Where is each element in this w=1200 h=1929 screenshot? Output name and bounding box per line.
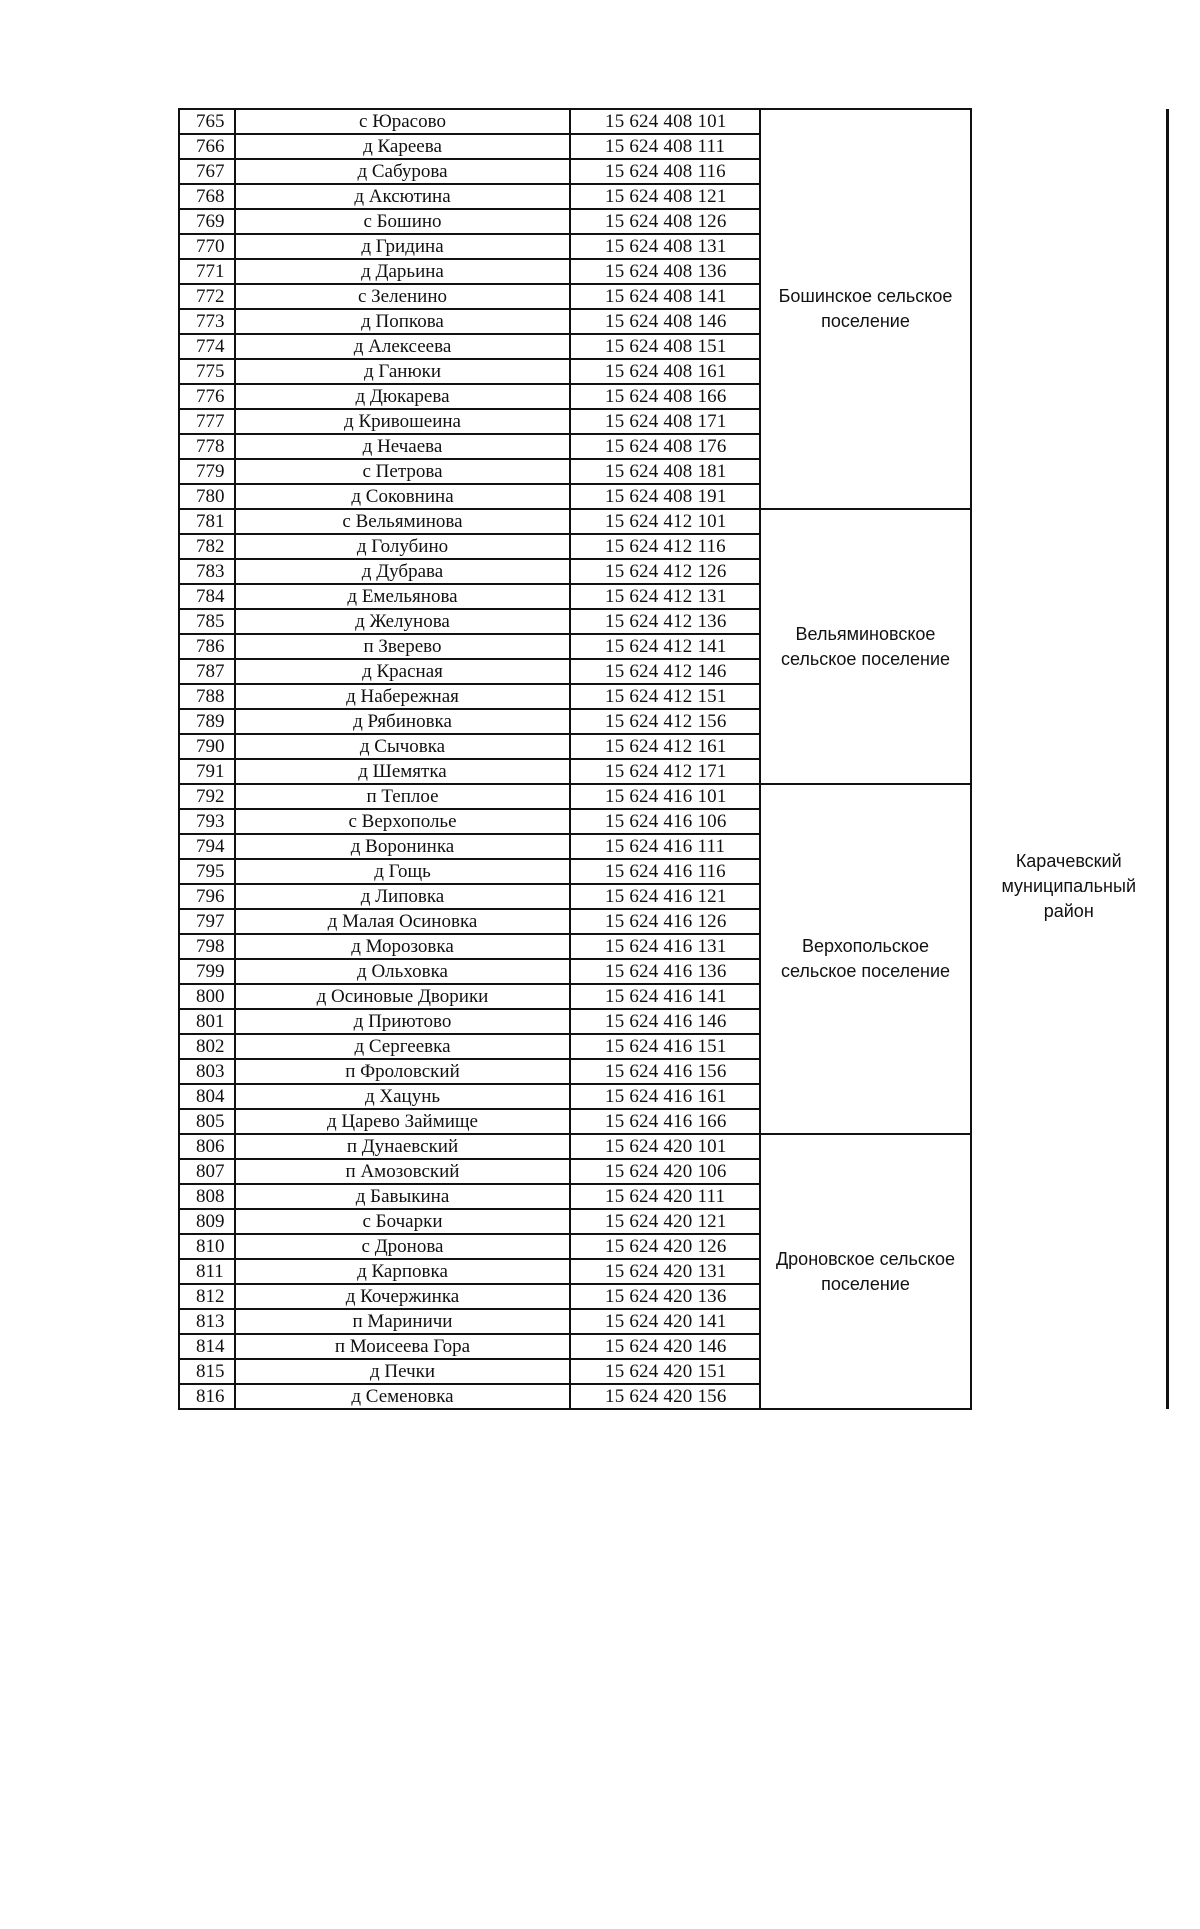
locality-name: д Липовка bbox=[235, 884, 570, 909]
oktmo-code: 15 624 420 106 bbox=[570, 1159, 760, 1184]
settlement-name: Вельяминовское сельское поселение bbox=[760, 509, 971, 784]
oktmo-code: 15 624 408 111 bbox=[570, 134, 760, 159]
row-number: 765 bbox=[179, 109, 235, 134]
locality-name: с Дронова bbox=[235, 1234, 570, 1259]
locality-name: д Гощь bbox=[235, 859, 570, 884]
row-number: 811 bbox=[179, 1259, 235, 1284]
locality-name: д Дубрава bbox=[235, 559, 570, 584]
locality-name: д Желунова bbox=[235, 609, 570, 634]
row-number: 776 bbox=[179, 384, 235, 409]
locality-name: д Нечаева bbox=[235, 434, 570, 459]
oktmo-code: 15 624 416 136 bbox=[570, 959, 760, 984]
locality-name: д Семеновка bbox=[235, 1384, 570, 1409]
settlement-name: Верхопольское сельское поселение bbox=[760, 784, 971, 1134]
oktmo-code: 15 624 408 176 bbox=[570, 434, 760, 459]
locality-name: п Мариничи bbox=[235, 1309, 570, 1334]
row-number: 808 bbox=[179, 1184, 235, 1209]
oktmo-code: 15 624 408 101 bbox=[570, 109, 760, 134]
locality-name: п Моисеева Гора bbox=[235, 1334, 570, 1359]
locality-name: с Бочарки bbox=[235, 1209, 570, 1234]
oktmo-code: 15 624 408 191 bbox=[570, 484, 760, 509]
row-number: 814 bbox=[179, 1334, 235, 1359]
oktmo-code: 15 624 416 141 bbox=[570, 984, 760, 1009]
row-number: 788 bbox=[179, 684, 235, 709]
oktmo-code: 15 624 420 131 bbox=[570, 1259, 760, 1284]
locality-name: п Дунаевский bbox=[235, 1134, 570, 1159]
row-number: 778 bbox=[179, 434, 235, 459]
locality-name: д Гридина bbox=[235, 234, 570, 259]
row-number: 816 bbox=[179, 1384, 235, 1409]
oktmo-code: 15 624 420 121 bbox=[570, 1209, 760, 1234]
row-number: 781 bbox=[179, 509, 235, 534]
oktmo-code: 15 624 408 161 bbox=[570, 359, 760, 384]
locality-name: с Юрасово bbox=[235, 109, 570, 134]
row-number: 786 bbox=[179, 634, 235, 659]
locality-name: д Печки bbox=[235, 1359, 570, 1384]
oktmo-code: 15 624 412 101 bbox=[570, 509, 760, 534]
row-number: 796 bbox=[179, 884, 235, 909]
locality-name: д Сабурова bbox=[235, 159, 570, 184]
row-number: 785 bbox=[179, 609, 235, 634]
locality-name: п Амозовский bbox=[235, 1159, 570, 1184]
oktmo-code: 15 624 408 146 bbox=[570, 309, 760, 334]
oktmo-code: 15 624 412 156 bbox=[570, 709, 760, 734]
row-number: 812 bbox=[179, 1284, 235, 1309]
row-number: 789 bbox=[179, 709, 235, 734]
oktmo-code: 15 624 420 136 bbox=[570, 1284, 760, 1309]
oktmo-code: 15 624 416 156 bbox=[570, 1059, 760, 1084]
row-number: 792 bbox=[179, 784, 235, 809]
locality-name: с Верхополье bbox=[235, 809, 570, 834]
row-number: 810 bbox=[179, 1234, 235, 1259]
oktmo-code: 15 624 420 156 bbox=[570, 1384, 760, 1409]
locality-name: д Соковнина bbox=[235, 484, 570, 509]
oktmo-code: 15 624 416 146 bbox=[570, 1009, 760, 1034]
row-number: 787 bbox=[179, 659, 235, 684]
row-number: 815 bbox=[179, 1359, 235, 1384]
locality-name: д Ольховка bbox=[235, 959, 570, 984]
oktmo-code: 15 624 416 116 bbox=[570, 859, 760, 884]
settlement-name: Бошинское сельское поселение bbox=[760, 109, 971, 509]
row-number: 805 bbox=[179, 1109, 235, 1134]
oktmo-code: 15 624 416 151 bbox=[570, 1034, 760, 1059]
row-number: 809 bbox=[179, 1209, 235, 1234]
oktmo-code: 15 624 416 101 bbox=[570, 784, 760, 809]
locality-name: д Морозовка bbox=[235, 934, 570, 959]
locality-name: с Петрова bbox=[235, 459, 570, 484]
locality-name: д Попкова bbox=[235, 309, 570, 334]
oktmo-code: 15 624 408 151 bbox=[570, 334, 760, 359]
locality-name: д Рябиновка bbox=[235, 709, 570, 734]
row-number: 793 bbox=[179, 809, 235, 834]
oktmo-code: 15 624 416 121 bbox=[570, 884, 760, 909]
row-number: 790 bbox=[179, 734, 235, 759]
oktmo-code: 15 624 408 166 bbox=[570, 384, 760, 409]
locality-name: д Воронинка bbox=[235, 834, 570, 859]
oktmo-code: 15 624 412 151 bbox=[570, 684, 760, 709]
oktmo-code: 15 624 408 131 bbox=[570, 234, 760, 259]
oktmo-code: 15 624 408 116 bbox=[570, 159, 760, 184]
locality-name: д Кривошеина bbox=[235, 409, 570, 434]
locality-name: д Сычовка bbox=[235, 734, 570, 759]
table-row bbox=[179, 109, 1167, 134]
locality-name: д Аксютина bbox=[235, 184, 570, 209]
row-number: 768 bbox=[179, 184, 235, 209]
locality-name: с Вельяминова bbox=[235, 509, 570, 534]
locality-name: с Бошино bbox=[235, 209, 570, 234]
row-number: 801 bbox=[179, 1009, 235, 1034]
row-number: 804 bbox=[179, 1084, 235, 1109]
locality-name: п Зверево bbox=[235, 634, 570, 659]
oktmo-code: 15 624 408 181 bbox=[570, 459, 760, 484]
row-number: 775 bbox=[179, 359, 235, 384]
oktmo-code: 15 624 416 106 bbox=[570, 809, 760, 834]
oktmo-code: 15 624 408 136 bbox=[570, 259, 760, 284]
locality-name: д Дюкарева bbox=[235, 384, 570, 409]
oktmo-code: 15 624 416 126 bbox=[570, 909, 760, 934]
oktmo-code: 15 624 420 126 bbox=[570, 1234, 760, 1259]
oktmo-code: 15 624 412 146 bbox=[570, 659, 760, 684]
row-number: 780 bbox=[179, 484, 235, 509]
oktmo-code: 15 624 412 136 bbox=[570, 609, 760, 634]
locality-name: д Царево Займище bbox=[235, 1109, 570, 1134]
row-number: 773 bbox=[179, 309, 235, 334]
locality-name: д Карповка bbox=[235, 1259, 570, 1284]
locality-name: д Красная bbox=[235, 659, 570, 684]
oktmo-code: 15 624 420 146 bbox=[570, 1334, 760, 1359]
locality-name: д Бавыкина bbox=[235, 1184, 570, 1209]
oktmo-code: 15 624 420 101 bbox=[570, 1134, 760, 1159]
settlement-name: Дроновское сельское поселение bbox=[760, 1134, 971, 1409]
oktmo-code: 15 624 420 141 bbox=[570, 1309, 760, 1334]
row-number: 783 bbox=[179, 559, 235, 584]
locality-name: д Кочержинка bbox=[235, 1284, 570, 1309]
row-number: 798 bbox=[179, 934, 235, 959]
locality-name: д Набережная bbox=[235, 684, 570, 709]
settlements-table bbox=[178, 108, 1169, 1410]
row-number: 795 bbox=[179, 859, 235, 884]
row-number: 784 bbox=[179, 584, 235, 609]
locality-name: д Хацунь bbox=[235, 1084, 570, 1109]
row-number: 782 bbox=[179, 534, 235, 559]
row-number: 794 bbox=[179, 834, 235, 859]
oktmo-code: 15 624 408 121 bbox=[570, 184, 760, 209]
row-number: 797 bbox=[179, 909, 235, 934]
locality-name: с Зеленино bbox=[235, 284, 570, 309]
row-number: 771 bbox=[179, 259, 235, 284]
row-number: 799 bbox=[179, 959, 235, 984]
oktmo-code: 15 624 416 111 bbox=[570, 834, 760, 859]
row-number: 791 bbox=[179, 759, 235, 784]
locality-name: д Емельянова bbox=[235, 584, 570, 609]
oktmo-code: 15 624 412 161 bbox=[570, 734, 760, 759]
oktmo-code: 15 624 412 131 bbox=[570, 584, 760, 609]
row-number: 770 bbox=[179, 234, 235, 259]
oktmo-code: 15 624 416 166 bbox=[570, 1109, 760, 1134]
oktmo-code: 15 624 408 141 bbox=[570, 284, 760, 309]
oktmo-code: 15 624 416 131 bbox=[570, 934, 760, 959]
locality-name: д Осиновые Дворики bbox=[235, 984, 570, 1009]
oktmo-code: 15 624 416 161 bbox=[570, 1084, 760, 1109]
oktmo-code: 15 624 408 171 bbox=[570, 409, 760, 434]
locality-name: д Приютово bbox=[235, 1009, 570, 1034]
locality-name: д Голубино bbox=[235, 534, 570, 559]
table-body bbox=[179, 109, 1167, 1409]
locality-name: п Теплое bbox=[235, 784, 570, 809]
locality-name: д Ганюки bbox=[235, 359, 570, 384]
row-number: 807 bbox=[179, 1159, 235, 1184]
locality-name: д Алексеева bbox=[235, 334, 570, 359]
row-number: 800 bbox=[179, 984, 235, 1009]
locality-name: д Сергеевка bbox=[235, 1034, 570, 1059]
oktmo-code: 15 624 412 126 bbox=[570, 559, 760, 584]
row-number: 766 bbox=[179, 134, 235, 159]
row-number: 806 bbox=[179, 1134, 235, 1159]
row-number: 777 bbox=[179, 409, 235, 434]
oktmo-code: 15 624 412 141 bbox=[570, 634, 760, 659]
row-number: 772 bbox=[179, 284, 235, 309]
row-number: 769 bbox=[179, 209, 235, 234]
row-number: 803 bbox=[179, 1059, 235, 1084]
locality-name: п Фроловский bbox=[235, 1059, 570, 1084]
oktmo-code: 15 624 408 126 bbox=[570, 209, 760, 234]
locality-name: д Малая Осиновка bbox=[235, 909, 570, 934]
oktmo-code: 15 624 420 111 bbox=[570, 1184, 760, 1209]
locality-name: д Кареева bbox=[235, 134, 570, 159]
row-number: 813 bbox=[179, 1309, 235, 1334]
locality-name: д Дарьина bbox=[235, 259, 570, 284]
row-number: 779 bbox=[179, 459, 235, 484]
oktmo-code: 15 624 412 171 bbox=[570, 759, 760, 784]
locality-name: д Шемятка bbox=[235, 759, 570, 784]
district-name: Карачевский муниципальный район bbox=[971, 109, 1167, 1409]
row-number: 774 bbox=[179, 334, 235, 359]
row-number: 802 bbox=[179, 1034, 235, 1059]
oktmo-code: 15 624 420 151 bbox=[570, 1359, 760, 1384]
row-number: 767 bbox=[179, 159, 235, 184]
oktmo-code: 15 624 412 116 bbox=[570, 534, 760, 559]
